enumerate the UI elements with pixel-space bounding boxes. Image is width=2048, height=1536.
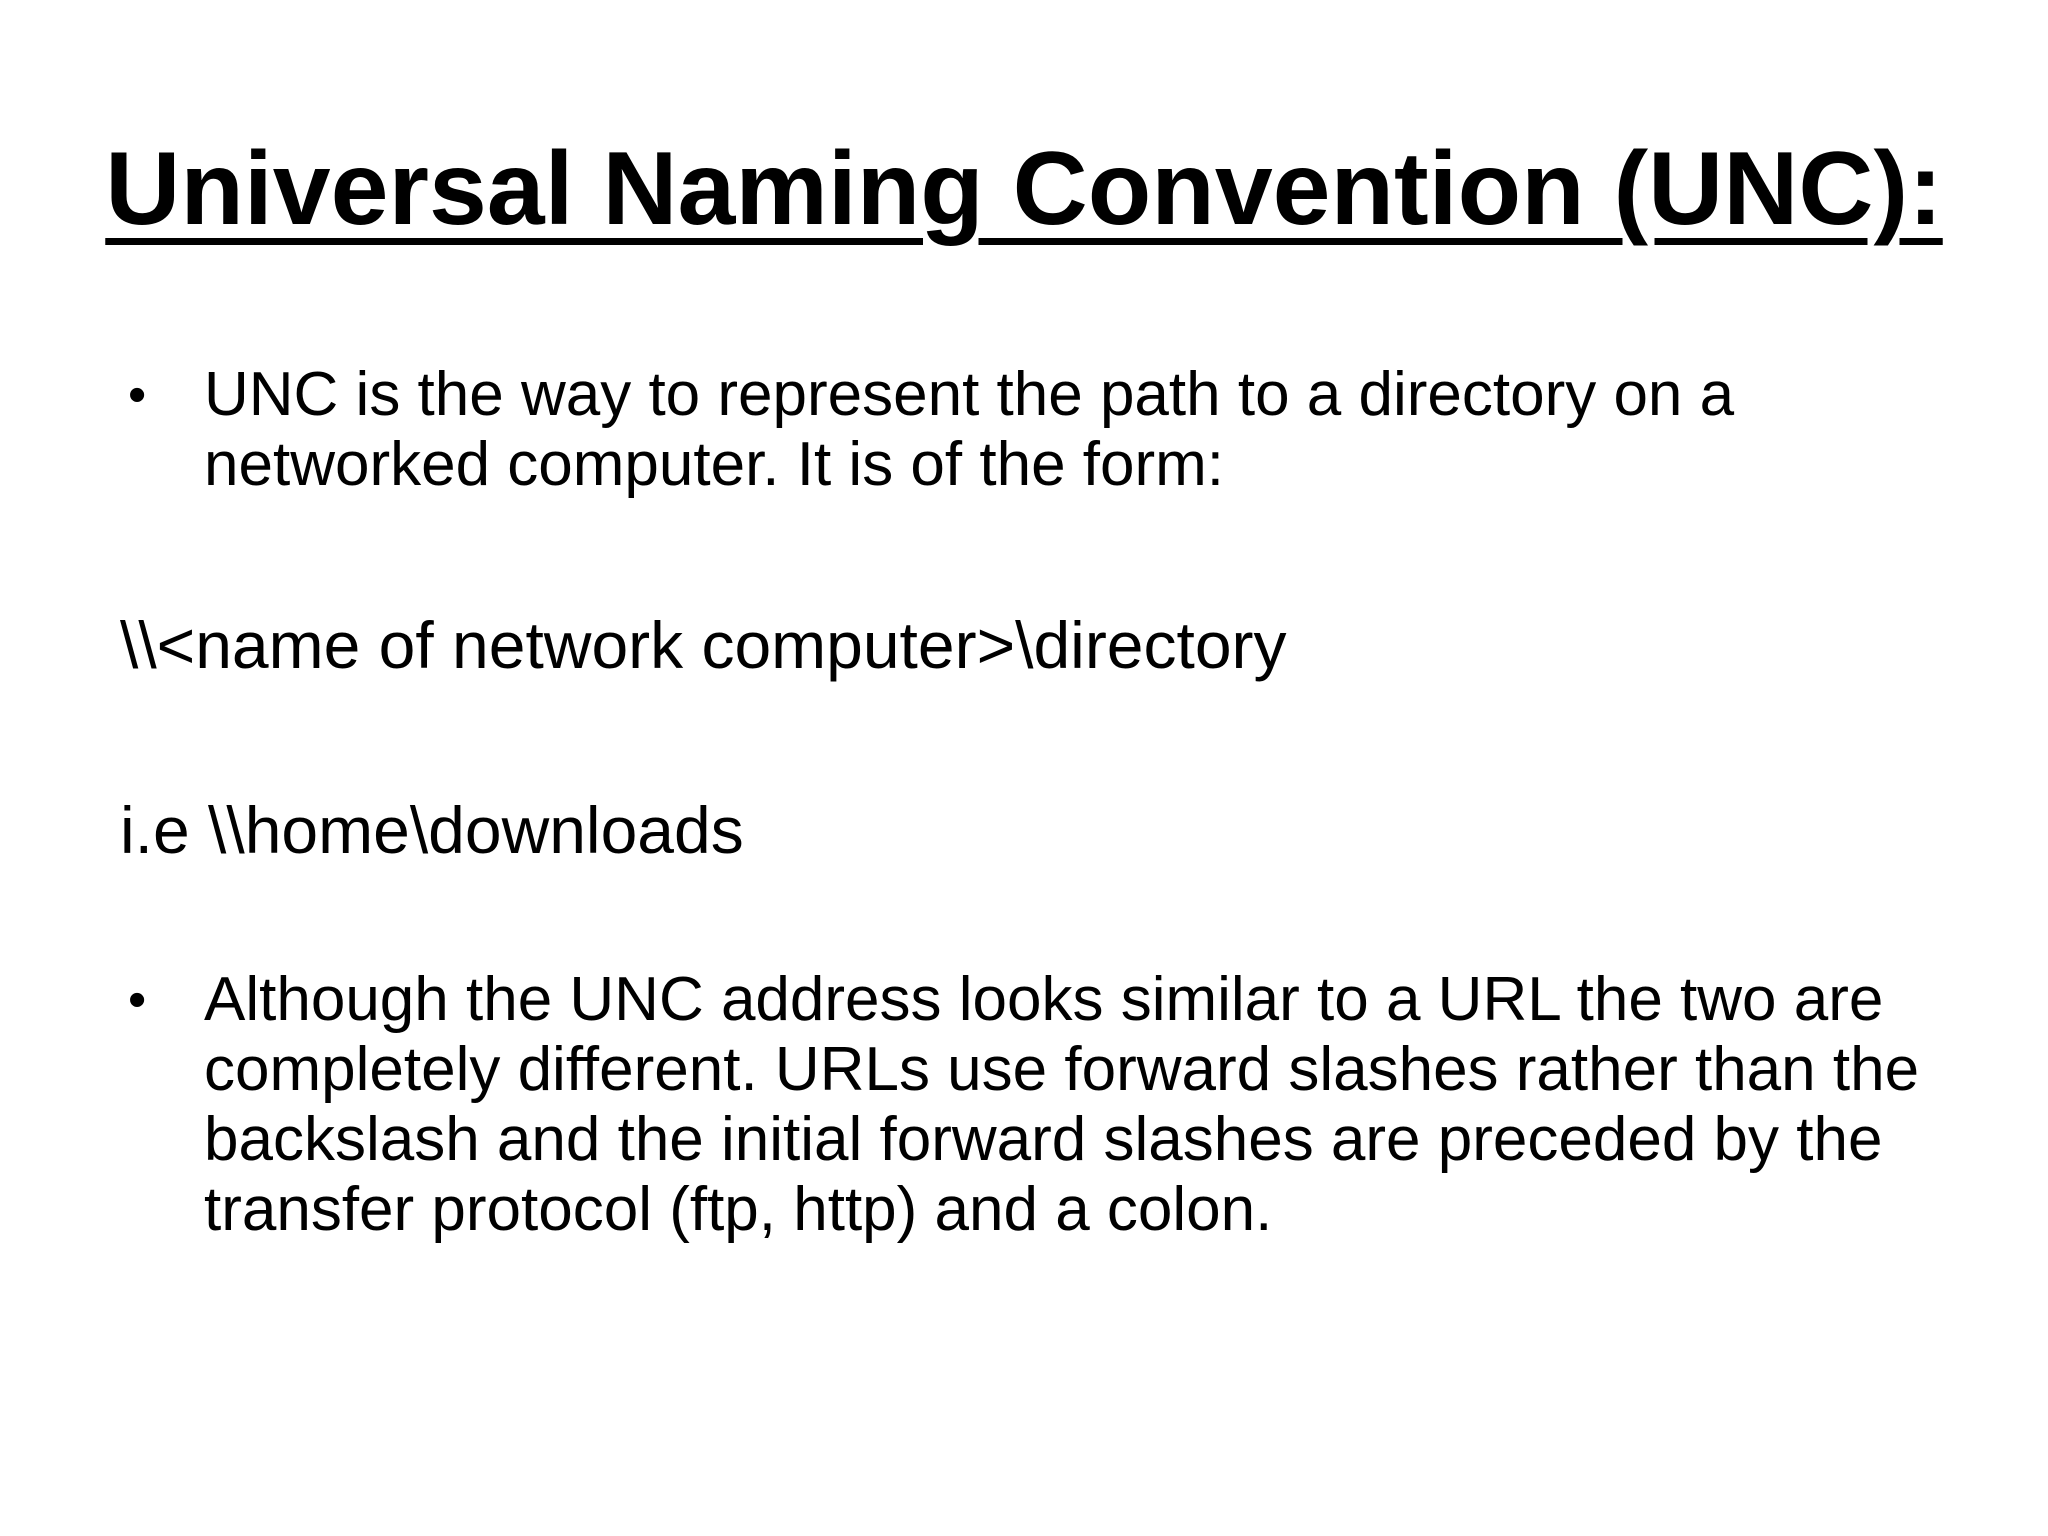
bullet-item xyxy=(120,965,2024,1245)
bullet-marker: • xyxy=(128,971,147,1029)
unc-path-format: \\<name of network computer>\directory xyxy=(120,608,1287,682)
unc-path-example: i.e \\home\downloads xyxy=(120,793,744,867)
slide-title xyxy=(0,130,2048,250)
bullet-text: UNC is the way to represent the path to a directory on a networked computer. It is of the form: xyxy=(204,360,1735,499)
bullet-marker: • xyxy=(128,366,147,424)
bullet-item xyxy=(120,360,2024,500)
slide-title-text: Universal Naming Convention (UNC): xyxy=(105,131,1943,247)
bullet-text: Although the UNC address looks similar to a URL the two are completely different. URLs use forward slashes rather than the backslash and the initial forward slashes are preceded by the transfer protocol (ftp, http) and a colon. xyxy=(204,965,1920,1244)
